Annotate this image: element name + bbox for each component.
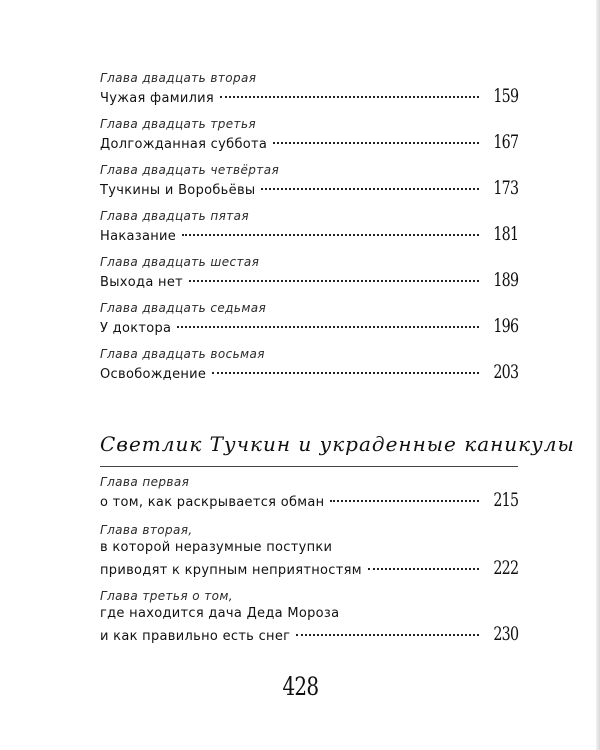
toc-entry — [100, 522, 518, 578]
toc-line — [100, 270, 518, 290]
chapter-title: Чужая фамилия — [100, 91, 215, 106]
toc-entry — [100, 588, 518, 644]
page-number: 173 — [493, 177, 518, 199]
chapter-label: Глава первая — [100, 475, 190, 489]
toc-line — [100, 538, 518, 558]
toc-entry — [100, 70, 518, 106]
chapter-title: Наказание — [100, 229, 177, 244]
page-number: 230 — [493, 623, 518, 645]
page-edge-shadow — [596, 0, 600, 750]
section-title: Светлик Тучкин и украденные каникулы — [100, 432, 575, 456]
toc-line — [100, 132, 518, 152]
dot-leader — [296, 634, 478, 636]
page-number: 181 — [493, 223, 518, 245]
chapter-title: о том, как раскрывается обман — [100, 495, 325, 510]
chapter-label: Глава третья о том, — [100, 589, 233, 603]
chapter-title: Долгожданная суббота — [100, 137, 268, 152]
chapter-label: Глава двадцать третья — [100, 117, 257, 131]
toc-entry — [100, 116, 518, 152]
page-number: 167 — [493, 131, 518, 153]
chapter-label: Глава двадцать пятая — [100, 209, 249, 223]
chapter-label: Глава вторая, — [100, 523, 193, 537]
chapter-title: Тучкины и Воробьёвы — [100, 183, 256, 198]
toc-entry — [100, 300, 518, 336]
toc-entry — [100, 254, 518, 290]
page-number: 203 — [493, 361, 518, 383]
chapter-title: У доктора — [100, 321, 172, 336]
toc-line — [100, 558, 518, 578]
dot-leader — [189, 280, 479, 282]
dot-leader — [177, 326, 478, 328]
folio-page-number — [0, 672, 600, 701]
toc-line — [100, 178, 518, 198]
dot-leader — [220, 96, 479, 98]
dot-leader — [273, 142, 479, 144]
dot-leader — [368, 568, 479, 570]
toc-entry — [100, 346, 518, 382]
toc-line — [100, 86, 518, 106]
chapter-title-line: где находится дача Деда Мороза — [100, 606, 340, 621]
page-number: 189 — [493, 269, 518, 291]
chapter-label: Глава двадцать шестая — [100, 255, 260, 269]
dot-leader — [330, 500, 478, 502]
toc-line — [100, 624, 518, 644]
page-number: 215 — [493, 489, 518, 511]
chapter-title: Освобождение — [100, 367, 207, 382]
dot-leader — [261, 188, 478, 190]
toc-line — [100, 316, 518, 336]
toc-line — [100, 604, 518, 624]
chapter-title-line: приводят к крупным неприятностям — [100, 563, 362, 578]
dot-leader — [212, 372, 479, 374]
toc-entry — [100, 162, 518, 198]
toc-entry — [100, 208, 518, 244]
chapter-title-line: в которой неразумные поступки — [100, 540, 333, 555]
section-divider — [100, 466, 518, 467]
page-number: 159 — [493, 85, 518, 107]
chapter-label: Глава двадцать восьмая — [100, 347, 265, 361]
chapter-title: Выхода нет — [100, 275, 183, 290]
toc-line — [100, 224, 518, 244]
chapter-label: Глава двадцать седьмая — [100, 301, 267, 315]
toc-line — [100, 362, 518, 382]
dot-leader — [182, 234, 479, 236]
chapter-label: Глава двадцать вторая — [100, 71, 257, 85]
toc-entry — [100, 474, 518, 510]
chapter-label: Глава двадцать четвёртая — [100, 163, 280, 177]
toc-line — [100, 490, 518, 510]
folio-text: 428 — [282, 672, 318, 701]
page-number: 222 — [493, 557, 518, 579]
page-number: 196 — [493, 315, 518, 337]
chapter-title-line: и как правильно есть снег — [100, 629, 291, 644]
